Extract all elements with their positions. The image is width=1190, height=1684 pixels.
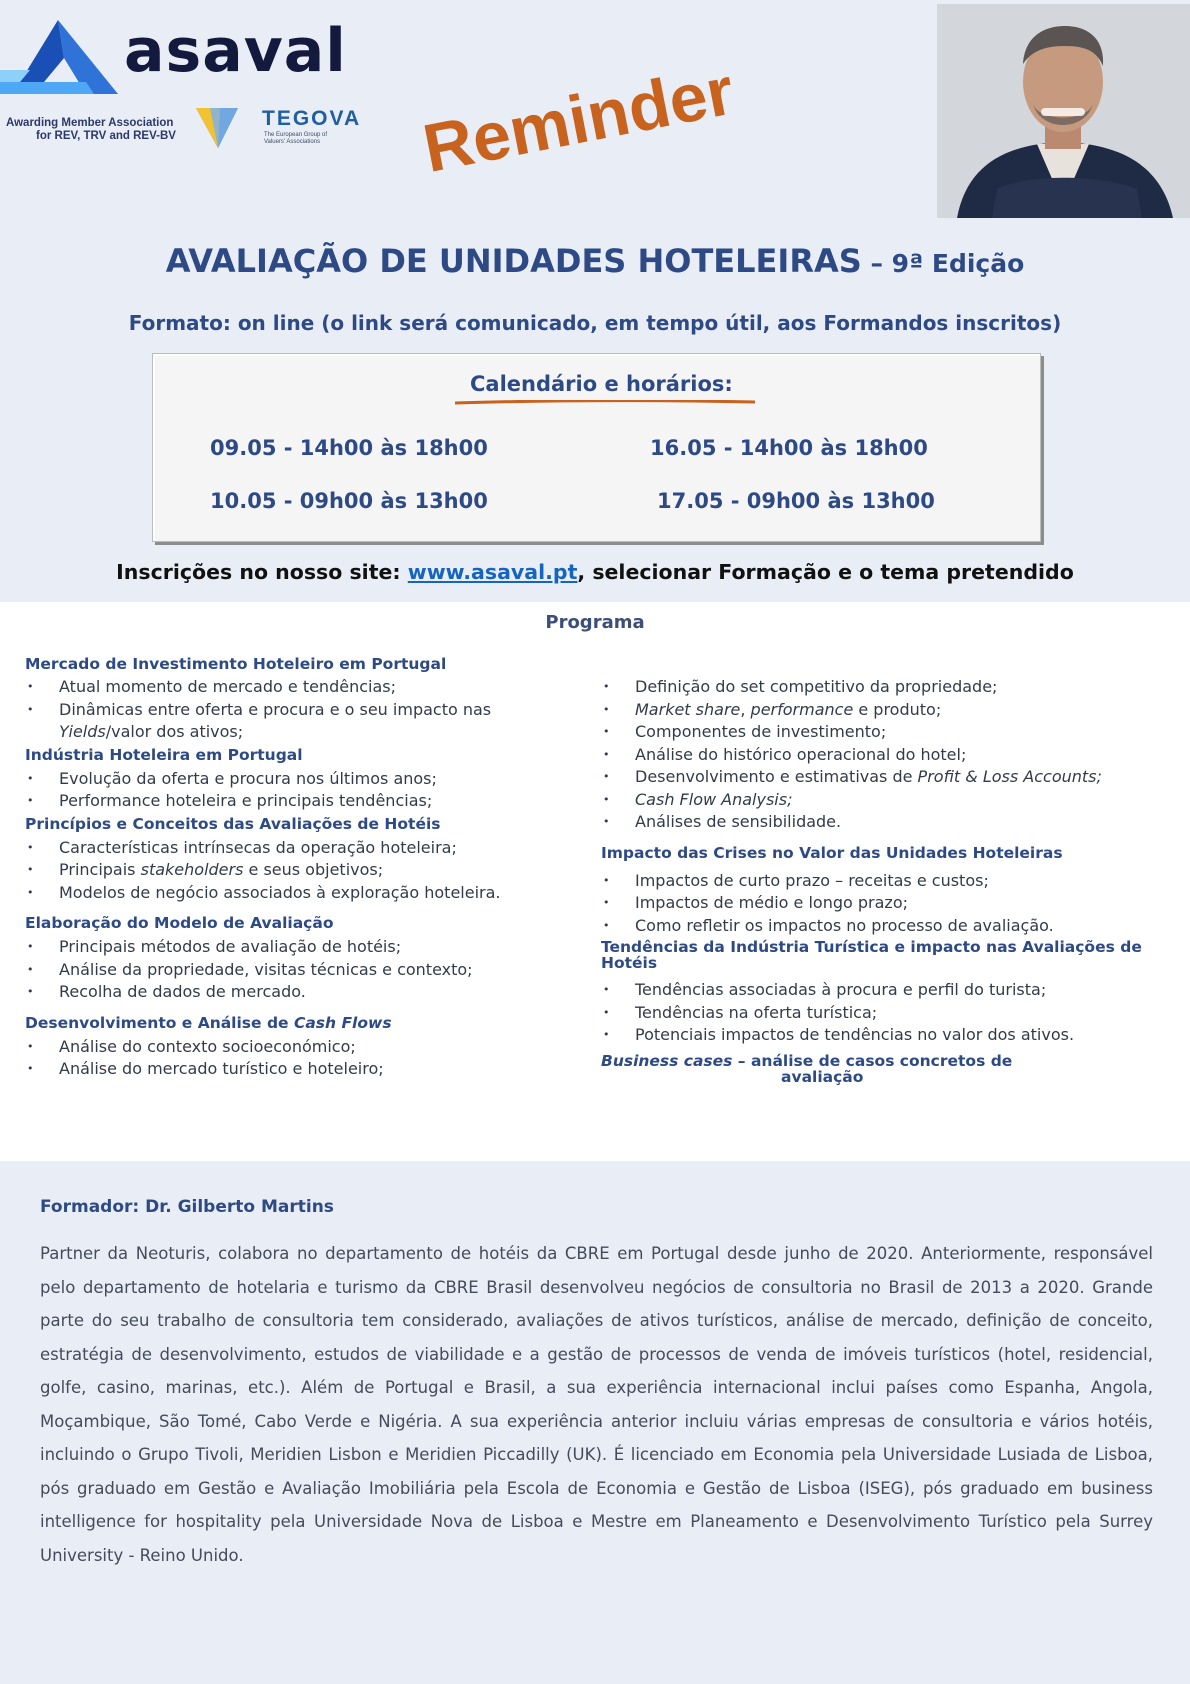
business-cases-line2: avaliação (781, 1067, 864, 1086)
list-item: • Principais stakeholders e seus objetivos; (25, 859, 585, 882)
tegova-subtitle: The European Group of Valuers' Associations (264, 132, 328, 145)
asaval-logo-icon (0, 18, 125, 96)
formador-bio: Partner da Neoturis, colabora no departamento de hotéis da CBRE em Portugal desde junho de 2020. Anteriormente, responsável pelo departamento de hotelaria e turismo da CBRE Brasil desenvolveu negócios de consultoria no Brasil de 2013 a 2020. Grande parte do seu trabalho de consultoria tem considerado, avaliações de ativos turísticos, análise de mercado, definição de conceito, estratégia de desenvolvimento, estudos de viabilidade e a gestão de processos de venda de imóveis turísticos (hotel, residencial, golfe, casino, marinas, etc.). Além de Portugal e Brasil, a sua experiência internacional inclui países como Espanha, Angola, Moçambique, São Tomé, Cabo Verde e Nigéria. A sua experiência anterior incluiu várias empresas de consultoria e vários hotéis, incluindo o Grupo Tivoli, Meridien Lisbon e Meridien Piccadilly (UK). É licenciado em Economia pela Universidade Lusiada de Lisboa, pós graduado em Gestão e Avaliação Imobiliária pela Escola de Economia e Gestão de Lisboa (ISEG), pós graduado em business intelligence for hospitality pela Universidade Nova de Lisboa e Mestre em Planeamento e Desenvolvimento Turístico pela Surrey University - Reino Unido. (40, 1244, 1153, 1565)
section-heading: Elaboração do Modelo de Avaliação (25, 914, 334, 932)
schedule-slot: 09.05 - 14h00 às 18h00 (210, 436, 488, 460)
reminder-label: Reminder (417, 52, 740, 188)
list-item: • Evolução da oferta e procura nos últimos anos; (25, 768, 585, 791)
list-item: • Cash Flow Analysis; (601, 789, 1171, 812)
list-item: • Características intrínsecas da operação hoteleira; (25, 837, 585, 860)
logo-wordmark: asaval (124, 16, 347, 86)
list-item: • Impactos de médio e longo prazo; (601, 892, 1171, 915)
course-title-main: AVALIAÇÃO DE UNIDADES HOTELEIRAS (165, 242, 862, 280)
format-line: Formato: on line (o link será comunicado, em tempo útil, aos Formandos inscritos) (128, 311, 1062, 335)
tegova-name: TEGOVA (262, 107, 362, 130)
list-item: • Tendências associadas à procura e perfil do turista; (601, 979, 1171, 1002)
trainer-portrait-icon (937, 4, 1190, 218)
schedule-underline-icon (455, 400, 755, 406)
course-title (0, 242, 1190, 280)
list-item: • Market share, performance e produto; (601, 699, 1171, 722)
list-item: • Performance hoteleira e principais tendências; (25, 790, 585, 813)
section-heading: Tendências da Indústria Turística e impacto nas Avaliações de Hotéis (601, 938, 1142, 972)
section-heading: Indústria Hoteleira em Portugal (25, 745, 303, 764)
schedule-slot: 16.05 - 14h00 às 18h00 (650, 436, 928, 460)
programa-right-column (601, 676, 1171, 1085)
list-item: • Análise do contexto socioeconómico; (25, 1036, 585, 1059)
tegova-logo-icon (196, 108, 238, 148)
list-item: • Análise do mercado turístico e hoteleiro; (25, 1058, 585, 1081)
list-item: • Atual momento de mercado e tendências; (25, 676, 585, 699)
list-item: • Potenciais impactos de tendências no valor dos ativos. (601, 1024, 1171, 1047)
schedule-slot: 17.05 - 09h00 às 13h00 (657, 489, 935, 513)
list-item: • Recolha de dados de mercado. (25, 981, 585, 1004)
registration-line (0, 560, 1190, 584)
registration-prefix: Inscrições no nosso site: (116, 560, 408, 584)
trainer-photo (937, 4, 1190, 218)
schedule-title: Calendário e horários: (470, 372, 733, 396)
list-item: • Principais métodos de avaliação de hotéis; (25, 936, 585, 959)
business-cases-rest: – análise de casos concretos de (732, 1051, 1013, 1070)
list-item: • Dinâmicas entre oferta e procura e o seu impacto nas Yields/valor dos ativos; (25, 699, 585, 744)
list-item: • Como refletir os impactos no processo de avaliação. (601, 915, 1171, 938)
business-cases-italic: Business cases (601, 1051, 733, 1070)
list-item: • Componentes de investimento; (601, 721, 1171, 744)
programa-title: Programa (545, 612, 645, 633)
list-item: • Modelos de negócio associados à exploração hoteleira. (25, 882, 585, 905)
awarding-text-line2: for REV, TRV and REV-BV (36, 130, 176, 142)
list-item: • Impactos de curto prazo – receitas e custos; (601, 870, 1171, 893)
section-heading: Desenvolvimento e Análise de Cash Flows (25, 1013, 392, 1032)
section-heading: Impacto das Crises no Valor das Unidades Hoteleiras (601, 843, 1063, 862)
list-item: • Análise da propriedade, visitas técnicas e contexto; (25, 959, 585, 982)
asaval-website-link[interactable]: www.asaval.pt (407, 560, 578, 584)
section-heading: Princípios e Conceitos das Avaliações de Hotéis (25, 814, 441, 833)
list-item: • Análise do histórico operacional do hotel; (601, 744, 1171, 767)
list-item: • Tendências na oferta turística; (601, 1002, 1171, 1025)
registration-suffix: , selecionar Formação e o tema pretendido (577, 560, 1074, 584)
list-item: • Definição do set competitivo da propriedade; (601, 676, 1171, 699)
section-heading: Mercado de Investimento Hoteleiro em Portugal (25, 655, 447, 673)
awarding-text-line1: Awarding Member Association (6, 117, 174, 129)
business-cases-heading (601, 1053, 1171, 1085)
list-item: • Desenvolvimento e estimativas de Profit & Loss Accounts; (601, 766, 1171, 789)
list-item: • Análises de sensibilidade. (601, 811, 1171, 834)
formador-title: Formador: Dr. Gilberto Martins (40, 1197, 334, 1217)
course-edition: – 9ª Edição (861, 249, 1025, 278)
programa-left-column (25, 655, 585, 1081)
schedule-slot: 10.05 - 09h00 às 13h00 (210, 489, 488, 513)
